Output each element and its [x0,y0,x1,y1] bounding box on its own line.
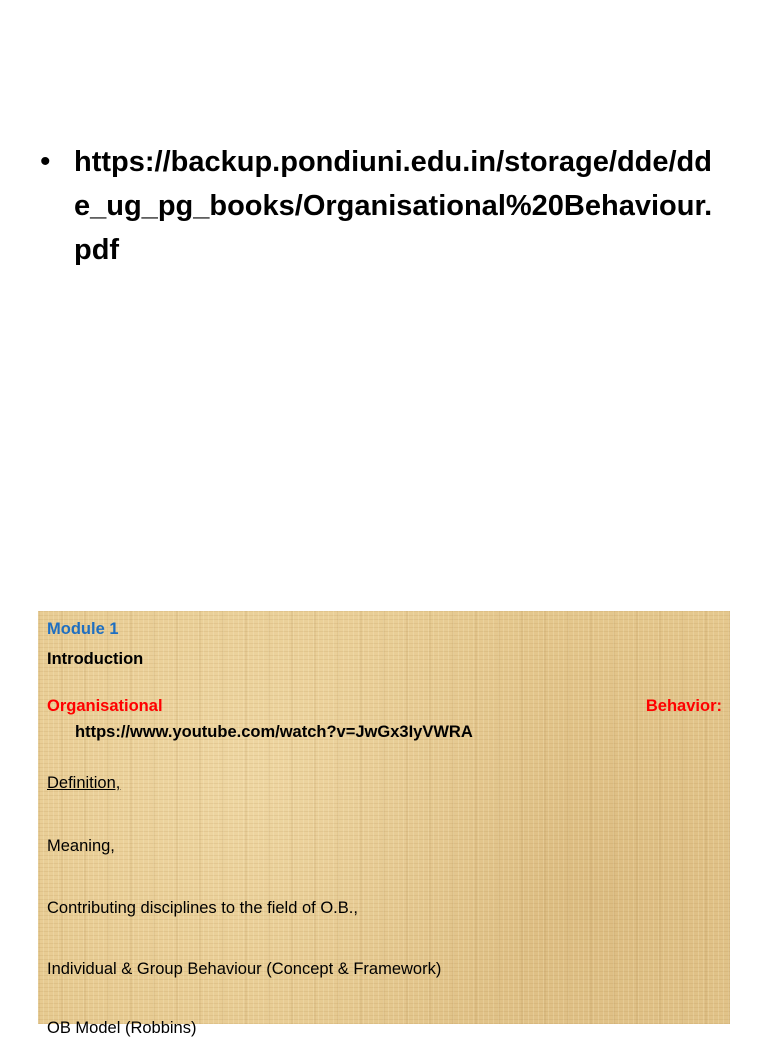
slide-module-1 [38,611,730,1037]
item-ob-model: OB Model (Robbins) [47,1019,197,1037]
ob-label-right: Behavior: [645,697,722,715]
ob-label-left: Organisational [47,697,163,715]
bullet-dot: • [40,145,51,178]
item-definition: Definition, [47,774,121,792]
item-behaviour: Individual & Group Behaviour (Concept & Framework) [47,960,442,978]
item-disciplines: Contributing disciplines to the field of O.B., [47,899,358,917]
book-pdf-link[interactable]: https://backup.pondiuni.edu.in/storage/dde/dde_ug_pg_books/Organisational%20Behaviour.pdf [74,146,713,266]
module-title: Module 1 [47,620,119,638]
youtube-link[interactable]: https://www.youtube.com/watch?v=JwGx3IyVWRA [75,723,473,741]
bullet-item [40,140,730,272]
section-title: Introduction [47,650,144,668]
item-meaning: Meaning, [47,837,115,855]
